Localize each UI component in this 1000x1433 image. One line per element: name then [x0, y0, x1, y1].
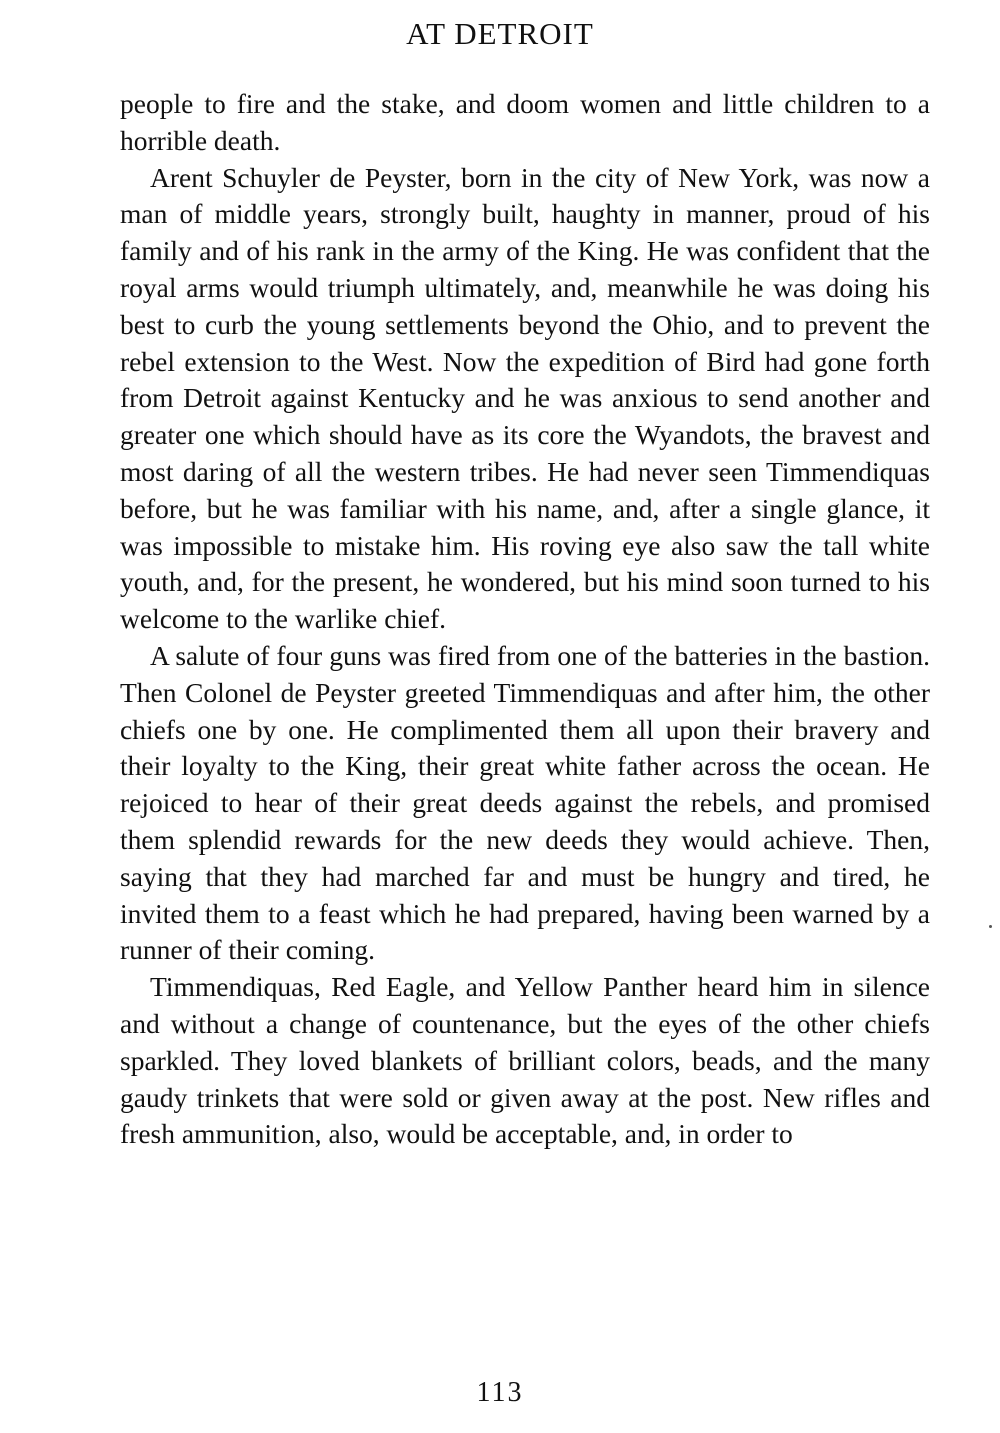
- body-text: [120, 86, 930, 1153]
- scan-speck: [989, 925, 992, 928]
- paragraph-salute: A salute of four guns was fired from one of the batteries in the bastion. Then Colonel de Peyster greeted Timmendiquas and after him, the other chiefs one by one. He complimented them all upon their bravery and their loyalty to the King, their great white father across the ocean. He rejoiced to hear of their great deeds against the rebels, and promised them splendid rewards for the new deeds they would achieve. Then, saying that they had marched far and must be hungry and tired, he invited them to a feast which he had prepared, having been warned by a runner of their coming.: [120, 639, 930, 966]
- running-title: AT DETROIT: [406, 16, 594, 51]
- paragraph-de-peyster: Arent Schuyler de Peyster, born in the city of New York, was now a man of middle years, strongly built, haughty in manner, proud of his family and of his rank in the army of the King. He was confident that the royal arms would triumph ultimately, and, meanwhile he was doing his best to curb the young settlements beyond the Ohio, and to prevent the rebel extension to the West. Now the expedition of Bird had gone forth from Detroit against Kentucky and he was anxious to send another and greater one which should have as its core the Wyandots, the bravest and most daring of all the western tribes. He had never seen Timmendiquas before, but he was familiar with his name, and, after a single glance, it was impossible to mistake him. His roving eye also saw the tall white youth, and, for the present, he wondered, but his mind soon turned to his welcome to the warlike chief.: [120, 161, 930, 635]
- paragraph-chiefs: Timmendiquas, Red Eagle, and Yellow Panther heard him in silence and without a change of countenance, but the eyes of the other chiefs sparkled. They loved blankets of brilliant colors, beads, and the many gaudy trinkets that were sold or given away at the post. New rifles and fresh ammunition, also, would be acceptable, and, in order to: [120, 971, 930, 1150]
- page-number: 113: [476, 1377, 524, 1408]
- paragraph-continued: people to fire and the stake, and doom women and little children to a horrible death.: [120, 88, 930, 156]
